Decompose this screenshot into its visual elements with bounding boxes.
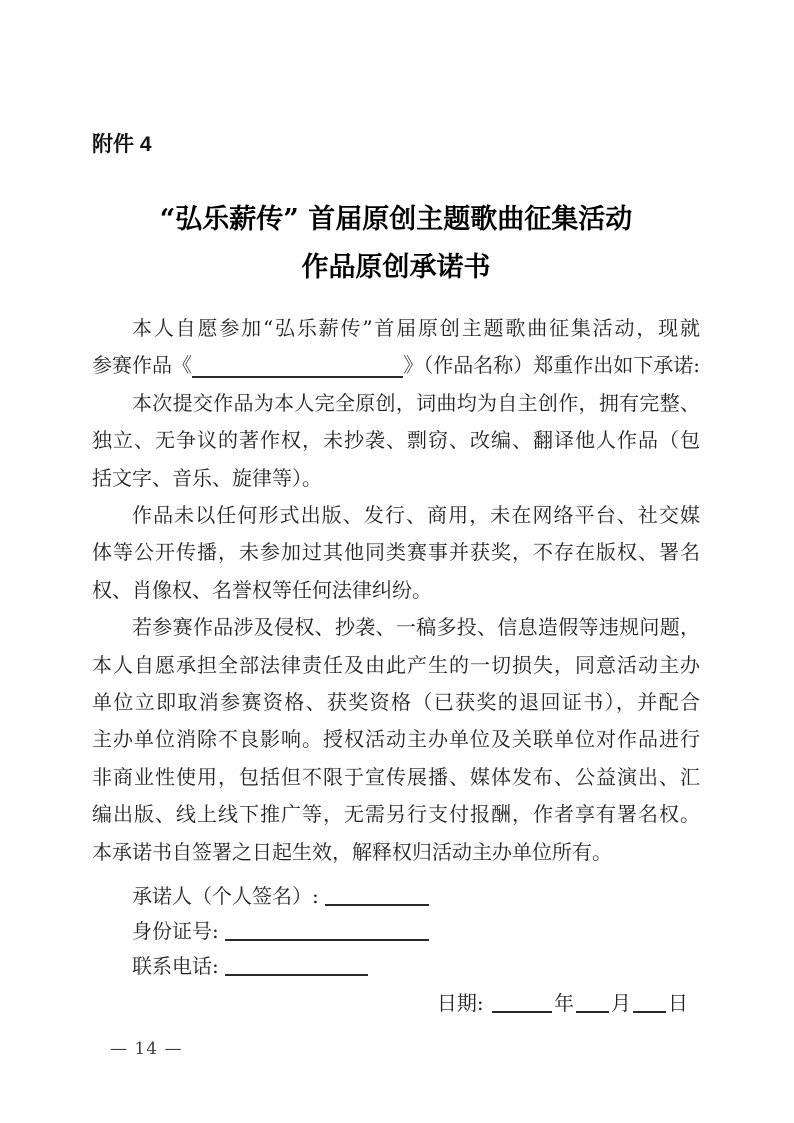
paragraph-liability bbox=[92, 609, 700, 871]
body-text bbox=[92, 310, 700, 871]
phone-label: 联系电话: bbox=[132, 954, 226, 979]
work-title-blank bbox=[192, 376, 403, 378]
attachment-label: 附件 4 bbox=[92, 133, 152, 156]
phone-line bbox=[92, 949, 700, 984]
text-line: 非商业性使用，包括但不限于宣传展播、媒体发布、公益演出、汇 bbox=[92, 764, 700, 789]
title-line-2: 作品原创承诺书 bbox=[301, 252, 491, 283]
text-line: 权、肖像权、名誉权等任何法律纠纷。 bbox=[92, 577, 432, 602]
text-line: 括文字、音乐、旋律等）。 bbox=[92, 465, 322, 490]
signer-label: 承诺人（个人签名）: bbox=[132, 884, 326, 909]
paragraph-unpublished bbox=[92, 497, 700, 609]
text-line: 本次提交作品为本人完全原创，词曲均为自主创作，拥有完整、 bbox=[132, 390, 700, 415]
text-line: 主办单位消除不良影响。授权活动主办单位及关联单位对作品进行 bbox=[92, 727, 700, 752]
text-line: 作品未以任何形式出版、发行、商用，未在网络平台、社交媒 bbox=[132, 503, 700, 528]
text-line: 独立、无争议的著作权，未抄袭、剽窃、改编、翻译他人作品（包 bbox=[92, 428, 700, 453]
id-number-blank bbox=[225, 939, 429, 941]
signer-line bbox=[92, 879, 700, 914]
text-line: 单位立即取消参赛资格、获奖资格（已获奖的退回证书），并配合 bbox=[92, 690, 700, 715]
paragraph-originality bbox=[92, 385, 700, 497]
document-title bbox=[92, 196, 700, 292]
signer-blank bbox=[325, 904, 429, 906]
year-blank bbox=[492, 1011, 552, 1013]
id-number-line bbox=[92, 914, 700, 949]
text-line: 体等公开传播，未参加过其他同类赛事并获奖，不存在版权、署名 bbox=[92, 540, 700, 565]
text-line: 本人自愿承担全部法律责任及由此产生的一切损失，同意活动主办 bbox=[92, 652, 700, 677]
work-title-prefix: 参赛作品《 bbox=[92, 353, 192, 378]
signature-block bbox=[92, 879, 700, 984]
month-label: 月 bbox=[611, 991, 631, 1016]
page-content bbox=[92, 0, 700, 1061]
date-label: 日期: bbox=[436, 991, 490, 1016]
work-title-suffix: 》（作品名称）郑重作出如下承诺: bbox=[403, 353, 700, 378]
date-line bbox=[92, 986, 700, 1021]
text-line: 若参赛作品涉及侵权、抄袭、一稿多投、信息造假等违规问题， bbox=[132, 615, 700, 640]
id-number-label: 身份证号: bbox=[132, 919, 226, 944]
text-line: 本承诺书自签署之日起生效，解释权归活动主办单位所有。 bbox=[92, 839, 612, 864]
page-number: — 14 — bbox=[110, 1039, 183, 1060]
text-line: 本人自愿参加“弘乐薪传”首届原创主题歌曲征集活动，现就 bbox=[132, 316, 700, 340]
month-blank bbox=[576, 1011, 609, 1013]
work-title-line bbox=[92, 347, 700, 384]
year-label: 年 bbox=[554, 991, 574, 1016]
day-blank bbox=[633, 1011, 666, 1013]
title-line-1: “弘乐薪传” 首届原创主题歌曲征集活动 bbox=[159, 204, 633, 235]
day-label: 日 bbox=[668, 991, 688, 1016]
text-line: 编出版、线上线下推广等，无需另行支付报酬，作者享有署名权。 bbox=[92, 802, 700, 827]
paragraph-intro bbox=[92, 310, 700, 385]
phone-blank bbox=[225, 974, 368, 976]
